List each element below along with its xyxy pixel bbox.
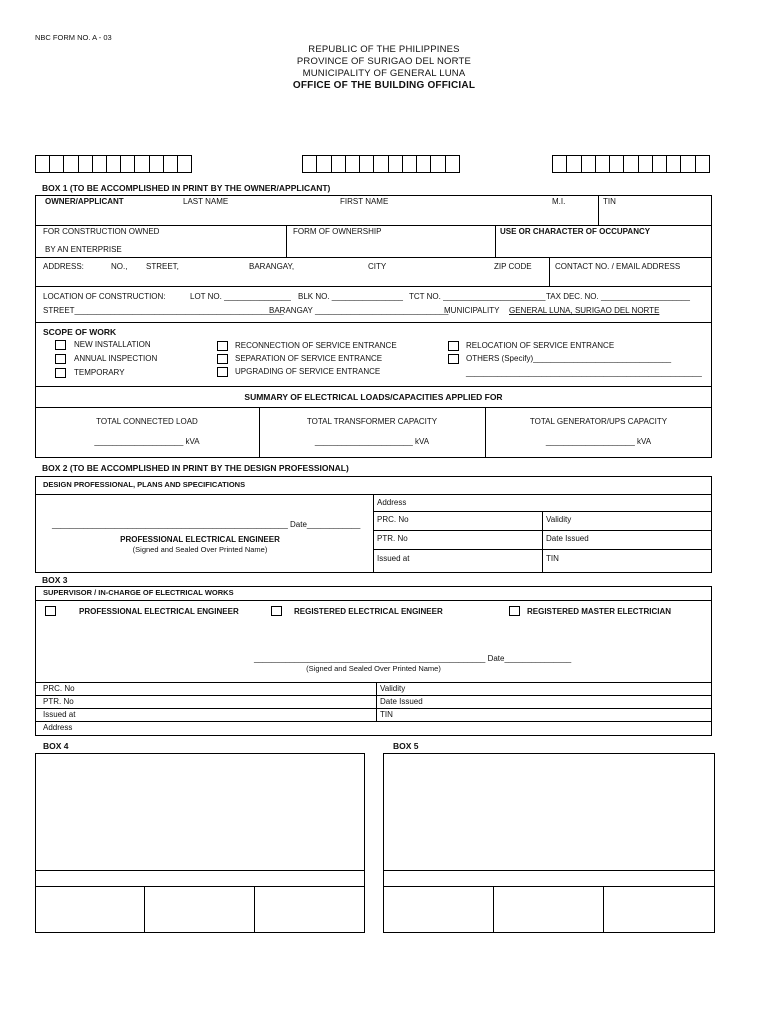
supervisor-address-label: Address <box>43 723 73 732</box>
location-label: LOCATION OF CONSTRUCTION: <box>43 292 166 301</box>
tax-dec-field[interactable]: TAX DEC. NO. ____________________ <box>546 292 690 301</box>
municipality-label: MUNICIPALITY <box>444 306 500 315</box>
design-signed-note: (Signed and Sealed Over Printed Name) <box>132 545 268 554</box>
transformer-label: TOTAL TRANSFORMER CAPACITY <box>306 417 438 426</box>
design-signature-line[interactable]: _____________________________________________________ Date____________ <box>52 520 361 529</box>
new-installation-label: NEW INSTALLATION <box>74 340 151 349</box>
application-number-cells[interactable] <box>302 155 460 173</box>
generator-field[interactable]: ____________________ kVA <box>545 437 652 446</box>
design-address-label: Address <box>377 498 407 507</box>
others-line[interactable]: _____________________________________________________ <box>466 368 702 377</box>
separation-checkbox[interactable] <box>217 354 228 364</box>
contact-label: CONTACT NO. / EMAIL ADDRESS <box>555 262 681 271</box>
supervisor-date-issued-label: Date Issued <box>380 697 423 706</box>
box1-title: BOX 1 (TO BE ACCOMPLISHED IN PRINT BY THE OWNER/APPLICANT) <box>42 183 331 193</box>
upgrading-checkbox[interactable] <box>217 367 228 377</box>
reconnection-checkbox[interactable] <box>217 341 228 351</box>
others-checkbox[interactable] <box>448 354 459 364</box>
supervisor-signed-note: (Signed and Sealed Over Printed Name) <box>306 664 441 673</box>
design-prc-label: PRC. No <box>377 515 409 524</box>
separation-label: SEPARATION OF SERVICE ENTRANCE <box>235 354 383 363</box>
design-validity-label: Validity <box>546 515 572 524</box>
transformer-field[interactable]: ______________________ kVA <box>314 437 430 446</box>
temporary-label: TEMPORARY <box>74 368 125 377</box>
header-office: OFFICE OF THE BUILDING OFFICIAL <box>292 80 476 91</box>
supervisor-ree-label: REGISTERED ELECTRICAL ENGINEER <box>294 607 443 616</box>
form-number: NBC FORM NO. A - 03 <box>35 33 112 42</box>
supervisor-issued-at-label: Issued at <box>43 710 76 719</box>
upgrading-label: UPGRADING OF SERVICE ENTRANCE <box>235 367 381 376</box>
address-city-label: CITY <box>368 262 387 271</box>
supervisor-signature-line[interactable]: ____________________________________________________ Date_______________ <box>254 654 572 663</box>
design-date-issued-label: Date Issued <box>546 534 589 543</box>
connected-load-label: TOTAL CONNECTED LOAD <box>96 417 198 426</box>
address-street-label: STREET, <box>146 262 179 271</box>
others-field[interactable]: OTHERS (Specify)_______________________________ <box>466 354 672 363</box>
new-installation-checkbox[interactable] <box>55 340 66 350</box>
supervisor-ree-checkbox[interactable] <box>271 606 282 616</box>
street-field[interactable]: STREET_______________________________________________ <box>43 306 284 315</box>
supervisor-title: SUPERVISOR / IN-CHARGE OF ELECTRICAL WORKS <box>43 588 234 597</box>
enterprise-label: BY AN ENTERPRISE <box>45 245 122 254</box>
last-name-label: LAST NAME <box>183 197 229 206</box>
annual-inspection-checkbox[interactable] <box>55 354 66 364</box>
temporary-checkbox[interactable] <box>55 368 66 378</box>
lot-no-field[interactable]: LOT NO. _______________ <box>190 292 291 301</box>
box2-title: BOX 2 (TO BE ACCOMPLISHED IN PRINT BY THE DESIGN PROFESSIONAL) <box>42 463 349 473</box>
first-name-label: FIRST NAME <box>340 197 389 206</box>
generator-label: TOTAL GENERATOR/UPS CAPACITY <box>529 417 668 426</box>
supervisor-prc-label: PRC. No <box>43 684 75 693</box>
relocation-checkbox[interactable] <box>448 341 459 351</box>
use-occupancy-label: USE OR CHARACTER OF OCCUPANCY <box>500 227 651 236</box>
supervisor-tin-label: TIN <box>380 710 393 719</box>
supervisor-validity-label: Validity <box>380 684 406 693</box>
barangay-field[interactable]: BARANGAY ______________________________ <box>269 306 449 315</box>
tct-no-field[interactable]: TCT NO. _______________________ <box>409 292 546 301</box>
mi-label: M.I. <box>552 197 566 206</box>
address-barangay-label: BARANGAY, <box>249 262 295 271</box>
supervisor-pee-checkbox[interactable] <box>45 606 56 616</box>
tin-label: TIN <box>603 197 616 206</box>
municipality-value: GENERAL LUNA, SURIGAO DEL NORTE <box>509 306 660 315</box>
box4-title: BOX 4 <box>43 741 69 751</box>
connected-load-field[interactable]: ____________________ kVA <box>94 437 200 446</box>
design-tin-label: TIN <box>546 554 559 563</box>
design-ptr-label: PTR. No <box>377 534 408 543</box>
design-issued-at-label: Issued at <box>377 554 410 563</box>
scope-title: SCOPE OF WORK <box>43 327 117 337</box>
construction-owned-label: FOR CONSTRUCTION OWNED <box>43 227 160 236</box>
blk-no-field[interactable]: BLK NO. ________________ <box>298 292 403 301</box>
box4[interactable] <box>35 753 365 933</box>
reconnection-label: RECONNECTION OF SERVICE ENTRANCE <box>235 341 397 350</box>
supervisor-rme-label: REGISTERED MASTER ELECTRICIAN <box>527 607 672 616</box>
header-republic: REPUBLIC OF THE PHILIPPINES <box>308 44 460 55</box>
address-label: ADDRESS: <box>43 262 84 271</box>
owner-applicant-label: OWNER/APPLICANT <box>45 197 124 206</box>
supervisor-rme-checkbox[interactable] <box>509 606 520 616</box>
design-professional-title: DESIGN PROFESSIONAL, PLANS AND SPECIFICATIONS <box>43 480 246 489</box>
form-ownership-label: FORM OF OWNERSHIP <box>293 227 382 236</box>
design-pee-label: PROFESSIONAL ELECTRICAL ENGINEER <box>120 535 280 544</box>
annual-inspection-label: ANNUAL INSPECTION <box>74 354 158 363</box>
box3-title: BOX 3 <box>42 575 68 585</box>
supervisor-pee-label: PROFESSIONAL ELECTRICAL ENGINEER <box>79 607 239 616</box>
header-municipality: MUNICIPALITY OF GENERAL LUNA <box>302 68 466 79</box>
header-province: PROVINCE OF SURIGAO DEL NORTE <box>296 56 472 67</box>
address-no-label: NO., <box>111 262 128 271</box>
zip-code-label: ZIP CODE <box>494 262 532 271</box>
summary-title: SUMMARY OF ELECTRICAL LOADS/CAPACITIES APPLIED FOR <box>244 392 503 402</box>
supervisor-ptr-label: PTR. No <box>43 697 74 706</box>
relocation-label: RELOCATION OF SERVICE ENTRANCE <box>466 341 615 350</box>
area-number-cells[interactable] <box>552 155 710 173</box>
box5[interactable] <box>383 753 715 933</box>
permit-number-cells[interactable] <box>35 155 192 173</box>
box5-title: BOX 5 <box>393 741 419 751</box>
